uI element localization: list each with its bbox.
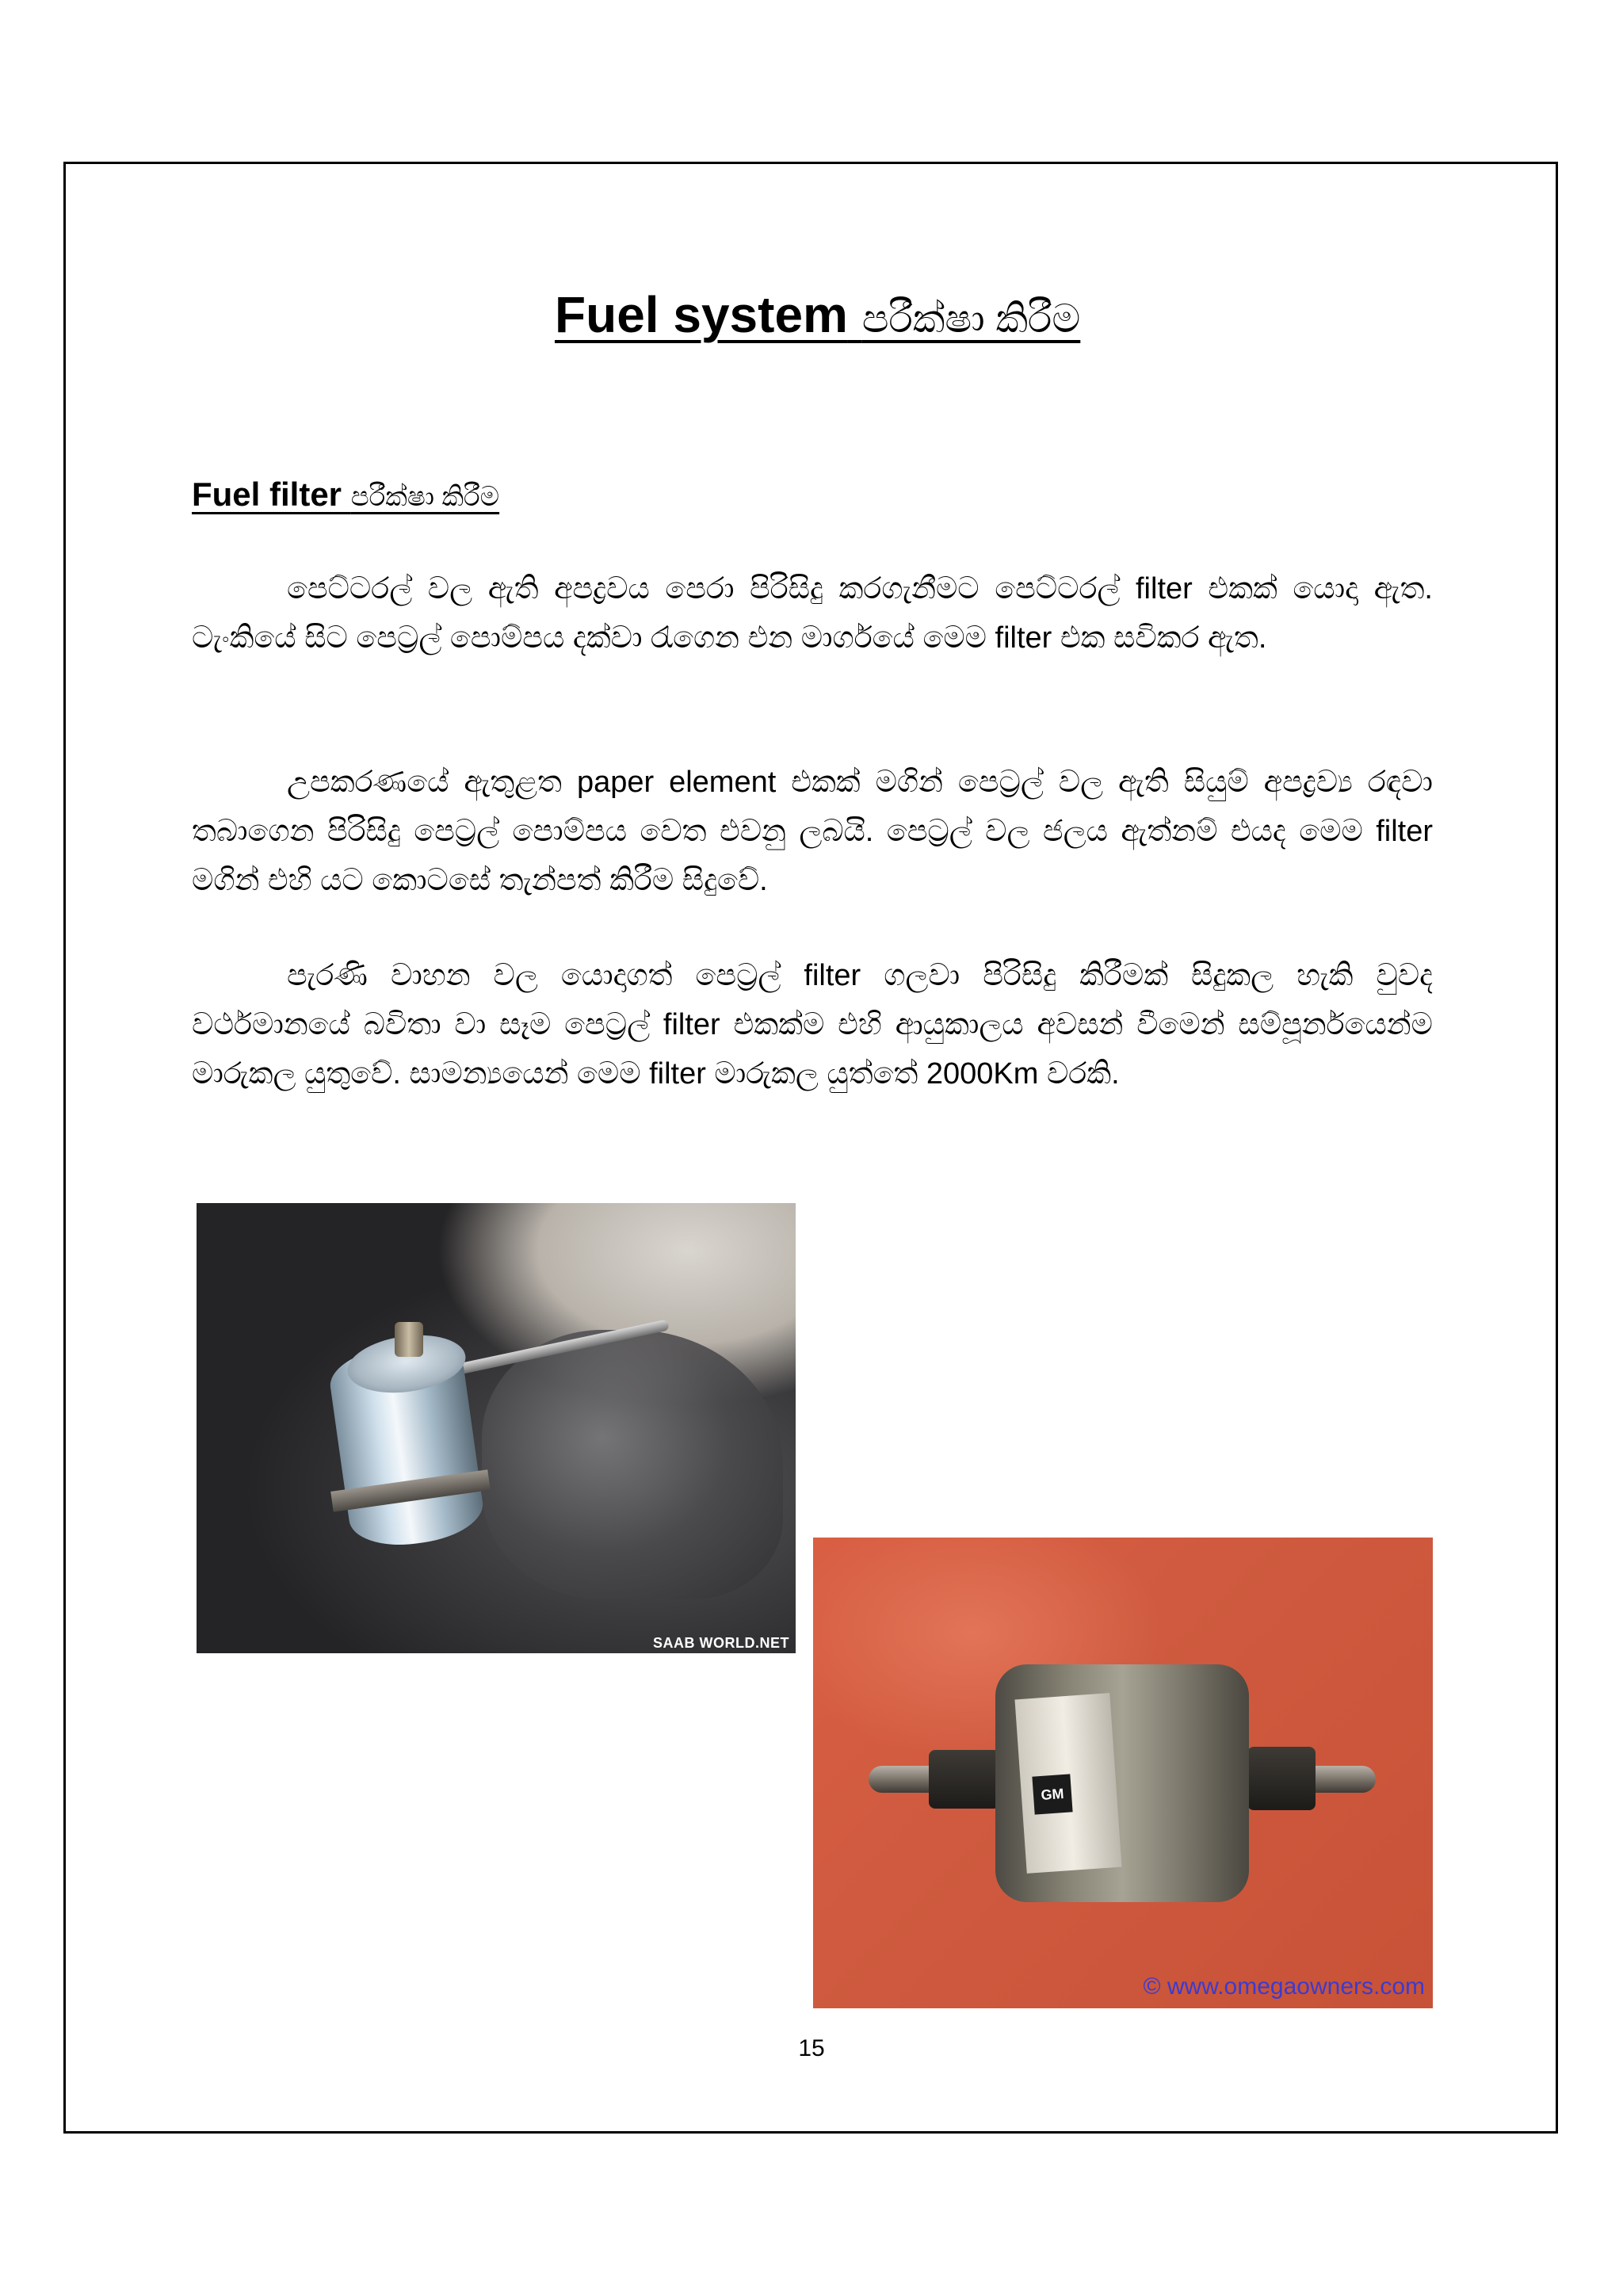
fuel-filter-removed-photo xyxy=(813,1538,1433,2008)
section-heading xyxy=(192,476,499,514)
omegaowners-watermark: © www.omegaowners.com xyxy=(1143,1973,1425,2000)
filter-right-connector-shape xyxy=(1247,1747,1316,1810)
page-title xyxy=(555,285,1080,344)
filter-nut-shape xyxy=(395,1322,423,1357)
page-title-english: Fuel system xyxy=(555,286,848,343)
saab-world-watermark: SAAB WORLD.NET xyxy=(653,1635,789,1651)
paragraph-1: පෙට්ටරල් වල ඇති අපද්‍රවය පෙරා පිරිසිදු කරගැනීමට පෙට්ටරල් filter එකක් යොදා ඇත. ටැංකියේ සිට පෙට්‍රල් පොම්පය දක්වා රැගෙන එන මාර්ගයේ මෙම filter එක සවිකර ඇත. xyxy=(192,572,1433,655)
section-heading-sinhala: පරීක්ෂා කිරීම xyxy=(350,482,500,512)
paragraph-2: උපකරණයේ ඇතුළත paper element එකක් මගින් පෙට්‍රල් වල ඇති සියුම් අපද්‍රව්‍ය රඳවා තබාගෙන පිරිසිදු පෙට්‍රල් පොම්පය වෙත එවනු ලබයි. පෙට්‍රල් වල ජලය ඇත්නම් එයද මෙම filter මගින් එහි යට කොටසේ තැන්පත් කිරීම සිදුවේ. xyxy=(192,766,1433,897)
fuel-filter-installed-photo xyxy=(197,1203,796,1653)
page-title-sinhala: පරීක්ෂා කිරීම xyxy=(861,296,1081,341)
page-number: 15 xyxy=(798,2035,825,2061)
filter-left-connector-shape xyxy=(929,1750,1000,1809)
paragraph-3: පැරණි වාහන වල යොදාගත් පෙට්‍රල් filter ගලවා පිරිසිදු කිරීමක් සිදුකල හැකි වුවද වර්ථමානයේ බවිතා වා සෑම පෙට්‍රල් filter එකක්ම එහි ආයුකාලය අවසන් වීමෙන් සම්පූර්නයෙන්ම මාරුකල යුතුවේ. සාමන්‍යයෙන් මෙම filter මාරුකල යුත්තේ 2000Km වරකි. xyxy=(192,959,1433,1091)
section-heading-english: Fuel filter xyxy=(192,476,342,513)
fuel-tank-shape xyxy=(482,1330,783,1599)
gm-logo: GM xyxy=(1032,1774,1072,1814)
